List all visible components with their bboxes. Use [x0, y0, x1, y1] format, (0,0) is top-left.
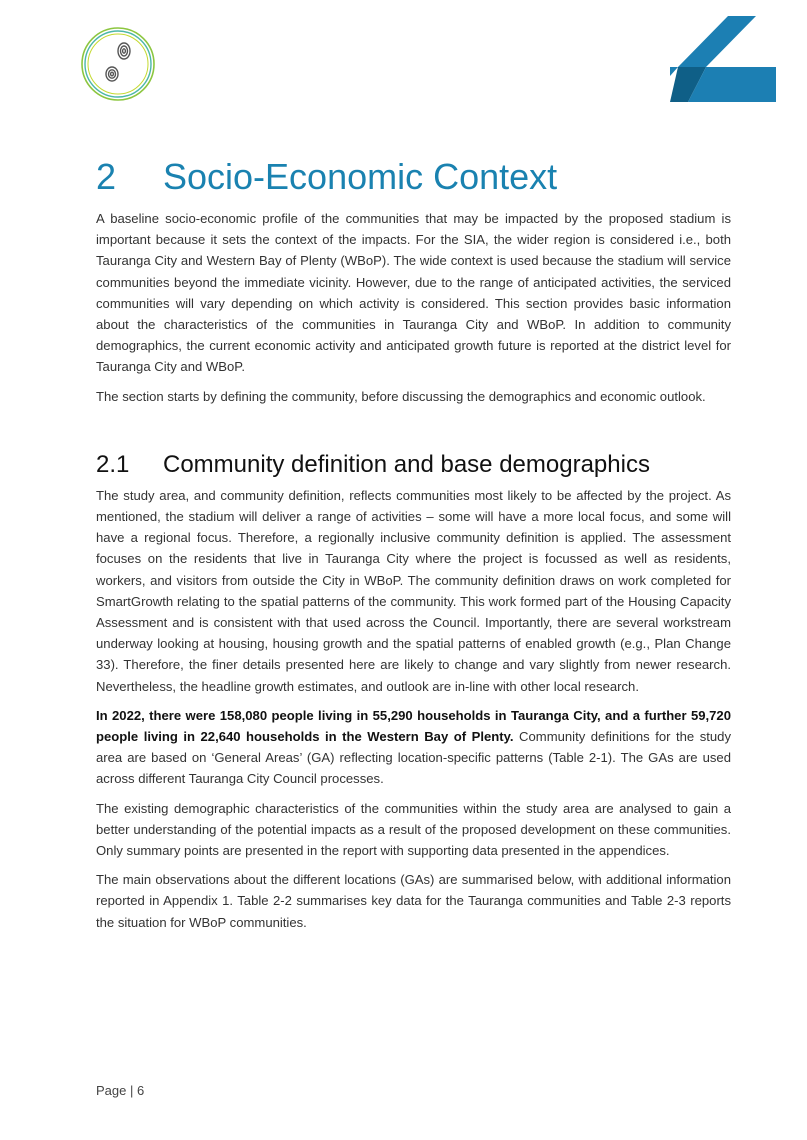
footprints-circle-logo: [78, 24, 158, 104]
section-number: 2: [96, 156, 117, 197]
paragraph-text: Community definitions for the study area are based on ‘General Areas’ (GA) reflecting location-specific patterns (Table 2-1). The GAs are used across different Tauranga City Council processes.: [96, 729, 731, 787]
paragraph: The existing demographic characteristics of the communities within the study area are analysed to gain a better understanding of the potential impacts as a result of the proposed development on these communities. Only summary points are presented in the report with supporting data presented in the appendices.: [96, 800, 731, 859]
blue-chevron-logo: [670, 16, 776, 103]
subsection-title: Community definition and base demographics: [163, 450, 650, 478]
section-heading: [96, 150, 731, 204]
subsection-heading: [96, 449, 731, 481]
paragraph: [96, 705, 731, 790]
document-body: [96, 150, 731, 933]
subsection-number: 2.1: [96, 450, 130, 478]
paragraph: The study area, and community definition, reflects communities most likely to be affected by the project. As mentioned, the stadium will deliver a range of activities – some will have a more local focus, and some will have a regional focus. Therefore, a regionally inclusive community definition is applied. The assessment focuses on the residents that live in Tauranga City where the project is focussed as well as residents, workers, and visitors from outside the City in WBoP. The community definition draws on work completed for SmartGrowth relating to the spatial patterns of the community. This work formed part of the Housing Capacity Assessment and is consistent with that used across the Council. Importantly, there are several workstream underway looking at housing, housing growth and the spatial patterns of enabled growth (e.g., Plan Change 33). Therefore, the finer details presented here are likely to change and vary slightly from newer research. Nevertheless, the headline growth estimates, and outlook are in-line with other local research.: [96, 487, 731, 694]
key-statistic: In 2022, there were 158,080 people living in 55,290 households in Tauranga City, and a further 59,720 people living in 22,640 households in the Western Bay of Plenty.: [96, 707, 731, 745]
paragraph: The section starts by defining the community, before discussing the demographics and economic outlook.: [96, 388, 706, 404]
paragraph: The main observations about the different locations (GAs) are summarised below, with additional information reported in Appendix 1. Table 2-2 summarises key data for the Tauranga communities and Table 2-3 reports the situation for WBoP communities.: [96, 872, 731, 930]
section-title: Socio-Economic Context: [163, 156, 558, 197]
paragraph: A baseline socio-economic profile of the communities that may be impacted by the proposed stadium is important because it sets the context of the impacts. For the SIA, the wider region is considered i.e., both Tauranga City and Western Bay of Plenty (WBoP). The wide context is used because the stadium will service communities beyond the immediate vicinity. However, due to the range of anticipated activities, the serviced communities will vary depending on which activity is considered. This section provides basic information about the characteristics of the communities in Tauranga City and WBoP. In addition to community demographics, the current economic activity and anticipated growth future is reported at the district level for Tauranga City and WBoP.: [96, 211, 731, 375]
page-number: Page | 6: [96, 1083, 145, 1098]
